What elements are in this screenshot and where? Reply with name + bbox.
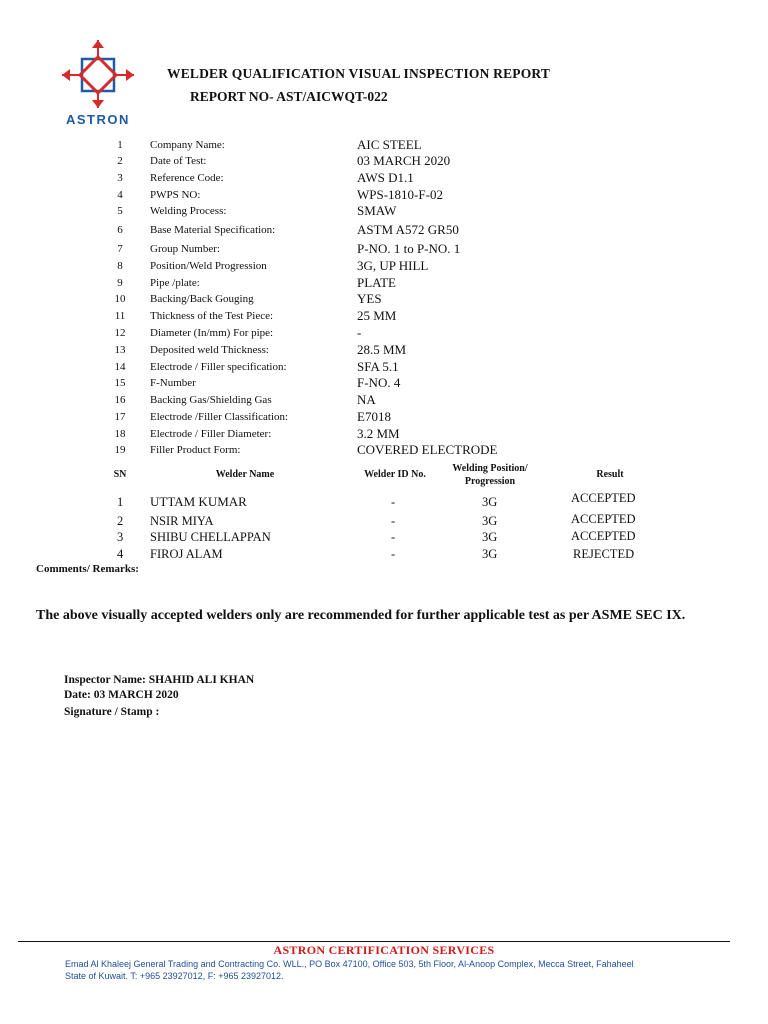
field-value: YES [357,291,382,306]
welder-sn: 2 [117,514,124,528]
welder-sn: 4 [117,547,124,561]
field-number: 17 [114,411,126,423]
field-number: 9 [117,277,123,289]
field-value: SFA 5.1 [357,359,399,374]
footer-divider [18,941,730,942]
field-label: Backing Gas/Shielding Gas [150,394,272,406]
column-header-welding-position-line1: Welding Position/ [452,463,528,474]
inspector-name: Inspector Name: SHAHID ALI KHAN [64,674,255,686]
field-number: 19 [114,444,126,456]
field-number: 5 [117,205,123,217]
welder-result: REJECTED [573,547,635,561]
footer-address-line1: Emad Al Khaleej General Trading and Contracting Co. WLL., PO Box 47100, Office 503, 5th Floor, Al-Anoop Complex, Mecca Street, Fahaheel [65,959,634,969]
field-number: 2 [117,155,123,167]
field-value: 25 MM [357,308,397,323]
welder-id: - [391,530,396,544]
field-value: WPS-1810-F-02 [357,187,443,202]
field-value: F-NO. 4 [357,375,401,390]
field-number: 18 [114,428,126,440]
field-value: COVERED ELECTRODE [357,442,498,457]
column-header-welder-id: Welder ID No. [364,469,426,480]
field-number: 11 [114,310,126,322]
field-number: 16 [114,394,126,406]
field-value: PLATE [357,275,396,290]
field-label: F-Number [150,377,196,389]
logo-text: ASTRON [66,112,130,127]
field-number: 8 [117,260,123,272]
column-header-welding-position-line2: Progression [464,476,516,487]
report-number: REPORT NO- AST/AICWQT-022 [190,89,388,104]
welder-id: - [391,514,396,528]
field-value: P-NO. 1 to P-NO. 1 [357,241,461,256]
column-header-sn: SN [113,469,127,480]
field-value: 28.5 MM [357,342,407,357]
field-value: NA [357,392,376,407]
recommendation-statement: The above visually accepted welders only are recommended for further applicable test as per ASME SEC IX. [36,608,686,623]
welder-name: UTTAM KUMAR [150,494,247,509]
column-header-welder-name: Welder Name [215,469,275,480]
field-label: Date of Test: [150,155,207,167]
field-number: 13 [114,344,126,356]
column-header-welding-position [430,462,550,488]
welder-result: ACCEPTED [571,512,636,526]
footer-address-line2: State of Kuwait. T: +965 23927012, F: +965 23927012. [65,971,284,981]
column-header-result: Result [596,469,624,480]
welder-position: 3G [482,514,498,528]
field-label: Reference Code: [150,172,224,184]
inspection-date: Date: 03 MARCH 2020 [64,689,179,701]
welder-result: ACCEPTED [571,491,636,505]
field-number: 12 [114,327,126,339]
welder-position: 3G [482,495,498,509]
field-label: PWPS NO: [150,189,201,201]
field-number: 6 [117,224,123,236]
welder-position: 3G [482,530,498,544]
field-number: 7 [117,243,123,255]
field-number: 14 [114,361,126,373]
field-label: Company Name: [150,139,225,151]
report-title: WELDER QUALIFICATION VISUAL INSPECTION REPORT [167,66,551,81]
field-number: 3 [117,172,123,184]
field-label: Deposited weld Thickness: [150,344,269,356]
field-label: Electrode /Filler Classification: [150,411,289,423]
field-label: Filler Product Form: [150,444,241,456]
field-value: E7018 [357,409,391,424]
field-label: Welding Process: [150,205,227,217]
field-label: Thickness of the Test Piece: [150,310,274,322]
field-label: Base Material Specification: [150,224,276,236]
footer-company-title: ASTRON CERTIFICATION SERVICES [273,943,495,957]
field-label: Electrode / Filler specification: [150,361,287,373]
footer-address [65,958,735,982]
signature-stamp-label: Signature / Stamp : [64,706,160,718]
field-number: 10 [114,293,126,305]
field-value: SMAW [357,203,397,218]
welder-id: - [391,547,396,561]
field-value: - [357,325,362,340]
field-label: Diameter (In/mm) For pipe: [150,327,274,339]
welder-name: FIROJ ALAM [150,547,223,561]
field-label: Group Number: [150,243,220,255]
welder-sn: 1 [117,495,124,509]
comments-label: Comments/ Remarks: [36,563,139,575]
welder-sn: 3 [117,530,124,544]
field-number: 15 [114,377,126,389]
field-value: ASTM A572 GR50 [357,222,459,237]
field-value: 3G, UP HILL [357,258,429,273]
welder-name: NSIR MIYA [150,514,214,528]
welder-position: 3G [482,547,498,561]
field-number: 4 [117,189,123,201]
field-value: 03 MARCH 2020 [357,153,451,168]
field-label: Electrode / Filler Diameter: [150,428,272,440]
field-value: AWS D1.1 [357,170,414,185]
field-label: Backing/Back Gouging [150,293,254,305]
welder-name: SHIBU CHELLAPPAN [150,530,271,544]
welder-id: - [391,495,396,509]
field-label: Pipe /plate: [150,277,200,289]
welder-result: ACCEPTED [571,529,636,543]
field-value: 3.2 MM [357,426,400,441]
field-number: 1 [117,139,123,151]
field-label: Position/Weld Progression [150,260,267,272]
field-value: AIC STEEL [357,137,422,152]
